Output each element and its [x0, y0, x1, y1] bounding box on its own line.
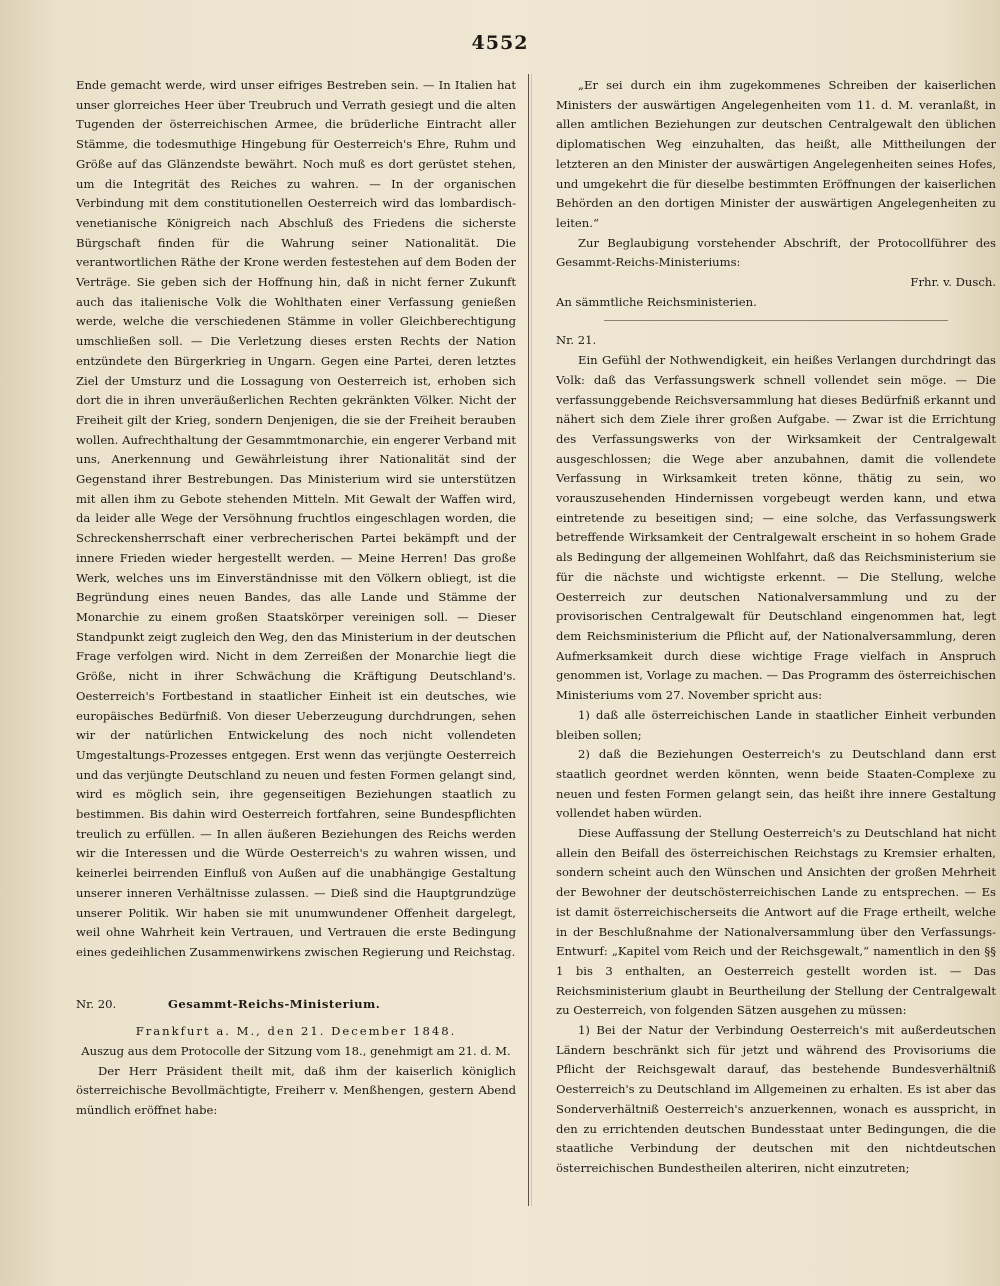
section-20-dateline: Frankfurt a. M., den 21. December 1848. — [135, 1024, 457, 1039]
section-21-point-3: 1) Bei der Natur der Verbindung Oesterreich's mit außerdeutschen Ländern beschränkt sich für jetzt und während des Provisoriums die Pflicht der Reichsgewalt darauf, das bestehende Bundesverhältniß Oesterreich's zu Deutschland im Allgemeinen zu erhalten. Es ist aber das Sonderverhältniß Oesterreich's anzuerkennen, wonach es ausspricht, in den zu errichtenden deutschen Bundesstaat unter Bedingungen, die die staatliche Verbindung der deutschen mit den nichtdeutschen österreichischen Bundestheilen alteriren, nicht einzutreten; — [556, 1023, 996, 1175]
section-21-number: Nr. 21. — [556, 333, 597, 348]
right-column — [556, 76, 996, 1196]
section-21-paragraph-1: Ein Gefühl der Nothwendigkeit, ein heißes Verlangen durchdringt das Volk: daß das Verfassungswerk schnell vollendet sein möge. — Die verfassunggebende Reichsversammlung hat dieses Bedürfniß erkannt und nähert sich dem Ziele ihrer großen Aufgabe. — Zwar ist die Errichtung des Verfassungswerks von der Wirksamkeit der Centralgewalt ausgeschlossen; die Wege aber anzubahnen, damit die vollendete Verfassung in Wirksamkeit treten könne, thätig zu sein, wo vorauszusehenden Hindernissen vorgebeugt werden kann, und etwa eintretende zu beseitigen sind; — eine solche, das Verfassungswerk betreffende Wirksamkeit der Centralgewalt erscheint in so hohem Grade als Bedingung der allgemeinen Wohlfahrt, daß das Reichsministerium sie für die nächste und wichtigste erkennt. — Die Stellung, welche Oesterreich zur deutschen Nationalversammlung und zu der provisorischen Centralgewalt für Deutschland eingenommen hat, legt dem Reichsministerium die Pflicht auf, der Nationalversammlung, deren Aufmerksamkeit durch diese wichtige Frage vielfach in Anspruch genommen ist, Vorlage zu machen. — Das Programm des österreichischen Ministeriums vom 27. November spricht aus: — [556, 353, 996, 703]
section-separator — [604, 320, 947, 321]
left-column — [76, 76, 516, 1256]
section-21-point-2: 2) daß die Beziehungen Oesterreich's zu Deutschland dann erst staatlich geordnet werden könnten, wenn beide Staaten-Complexe zu neuen und festen Formen gelangt sein, das heißt ihre innere Gestaltung vollendet haben würden. — [556, 747, 996, 821]
column-divider — [528, 74, 529, 1206]
section-20-title: Gesammt-Reichs-Ministerium. — [168, 996, 381, 1011]
page-number: 4552 — [471, 32, 529, 54]
section-21-point-1: 1) daß alle österreichischen Lande in staatlicher Einheit verbunden bleiben sollen; — [556, 707, 996, 742]
attestation-line: Zur Beglaubigung vorstehender Abschrift, der Protocollführer des Gesammt-Reichs-Ministeriums: — [556, 235, 996, 270]
signature: Frhr. v. Dusch. — [910, 275, 996, 290]
section-20-body: Der Herr Präsident theilt mit, daß ihm der kaiserlich königlich österreichische Bevollmächtigte, Freiherr v. Menßhengen, gestern Abend mündlich eröffnet habe: — [76, 1063, 516, 1118]
continued-speech-paragraph: Ende gemacht werde, wird unser eifriges Bestreben sein. — In Italien hat unser glorreiches Heer über Treubruch und Verrath gesiegt und die alten Tugenden der österreichischen Armee, die brüderliche Eintracht aller Stämme, die todesmuthige Hingebung für Oesterreich's Ehre, Ruhm und Größe auf das Glänzendste bewährt. Noch muß es dort gerüstet stehen, um die Integrität des Reiches zu wahren. — In der organischen Verbindung mit dem constitutionellen Oesterreich wird das lombardisch-venetianische Königreich nach Abschluß des Friedens die sicherste Bürgschaft finden für die Wahrung seiner Nationalität. Die verantwortlichen Räthe der Krone werden festestehen auf dem Boden der Verträge. Sie geben sich der Hoffnung hin, daß in nicht ferner Zukunft auch das italienische Volk die Wohlthaten einer Verfassung genießen werde, welche die verschiedenen Stämme in voller Gleichberechtigung umschließen soll. — Die Verletzung dieses ersten Rechts der Nation entzündete den Bürgerkrieg in Ungarn. Gegen eine Partei, deren letztes Ziel der Umsturz und die Lossagung von Oesterreich ist, erhoben sich dort die in ihren unveräußerlichen Rechten gekränkten Völker. Nicht der Freiheit gilt der Krieg, sondern Denjenigen, die sie der Freiheit berauben wollen. Aufrechthaltung der Gesammtmonarchie, ein engerer Verband mit uns, Anerkennung und Gewährleistung ihrer Nationalität sind der Gegenstand ihrer Bestrebungen. Das Ministerium wird sie unterstützen mit allen ihm zu Gebote stehenden Mitteln. Mit Gewalt der Waffen wird, da leider alle Wege der Versöhnung fruchtlos eingeschlagen worden, die Schreckensherrschaft einer verbrecherischen Partei bekämpft und der innere Frieden wieder hergestellt werden. — Meine Herren! Das große Werk, welches uns im Einverständnisse mit den Völkern obliegt, ist die Begründung eines neuen Bandes, das alle Lande und Stämme der Monarchie zu einem großen Staatskörper vereinigen soll. — Dieser Standpunkt zeigt zugleich den Weg, den das Ministerium in der deutschen Frage verfolgen wird. Nicht in dem Zerreißen der Monarchie liegt die Größe, nicht in ihrer Schwächung die Kräftigung Deutschland's. Oesterreich's Fortbestand in staatlicher Einheit ist ein deutsches, wie europäisches Bedürfniß. Von dieser Ueberzeugung durchdrungen, sehen wir der natürlichen Entwickelung des noch nicht vollendeten Umgestaltungs-Prozesses entgegen. Erst wenn das verjüngte Oesterreich und das verjüngte Deutschland zu neuen und festen Formen gelangt sind, wird es möglich sein, ihre gegenseitigen Beziehungen staatlich zu bestimmen. Bis dahin wird Oesterreich fortfahren, seine Bundespflichten treulich zu erfüllen. — In allen äußeren Beziehungen des Reichs werden wir die Interessen und die Würde Oesterreich's zu wahren wissen, und keinerlei beirrenden Einfluß von Außen auf die unabhängige Gestaltung unserer inneren Verhältnisse zulassen. — Dieß sind die Hauptgrundzüge unserer Politik. Wir haben sie mit unumwundener Offenheit dargelegt, weil ohne Wahrheit kein Vertrauen, und Vertrauen die erste Bedingung eines gedeihlichen Zusammenwirkens zwischen Regierung und Reichstag. — [76, 78, 516, 959]
section-20-number: Nr. 20. — [76, 996, 117, 1011]
addressee: An sämmtliche Reichsministerien. — [556, 294, 757, 309]
section-21-paragraph-2: Diese Auffassung der Stellung Oesterreich's zu Deutschland hat nicht allein den Beifall des österreichischen Reichstags zu Kremsier erhalten, sondern scheint auch den Wünschen und Ansichten der großen Mehrheit der Bewohner der deutschösterreichischen Lande zu entsprechen. — Es ist damit österreichischerseits die Antwort auf die Frage ertheilt, welche in der Beschlußnahme der Nationalversammlung über den Verfassungs-Entwurf: „Kapitel vom Reich und der Reichsgewalt,“ namentlich in den §§ 1 bis 3 enthalten, an Oesterreich gestellt worden ist. — Das Reichsministerium glaubt in Beurtheilung der Stellung der Centralgewalt zu Oesterreich, von folgenden Sätzen ausgehen zu müssen: — [556, 826, 996, 1018]
section-20-subtitle: Auszug aus dem Protocolle der Sitzung vom 18., genehmigt am 21. d. M. — [81, 1044, 511, 1059]
quoted-statement: „Er sei durch ein ihm zugekommenes Schreiben der kaiserlichen Ministers der auswärtigen Angelegenheiten vom 11. d. M. veranlaßt, in allen amtlichen Beziehungen zur deutschen Centralgewalt den üblichen diplomatischen Weg einzuhalten, das heißt, alle Mittheilungen der letzteren an den Minister der auswärtigen Angelegenheiten seines Hofes, und umgekehrt die für dieselbe bestimmten Eröffnungen der kaiserlichen Behörden an den dortigen Minister der auswärtigen Angelegenheiten zu leiten.“ — [556, 78, 996, 230]
section-20-heading — [76, 995, 516, 1015]
